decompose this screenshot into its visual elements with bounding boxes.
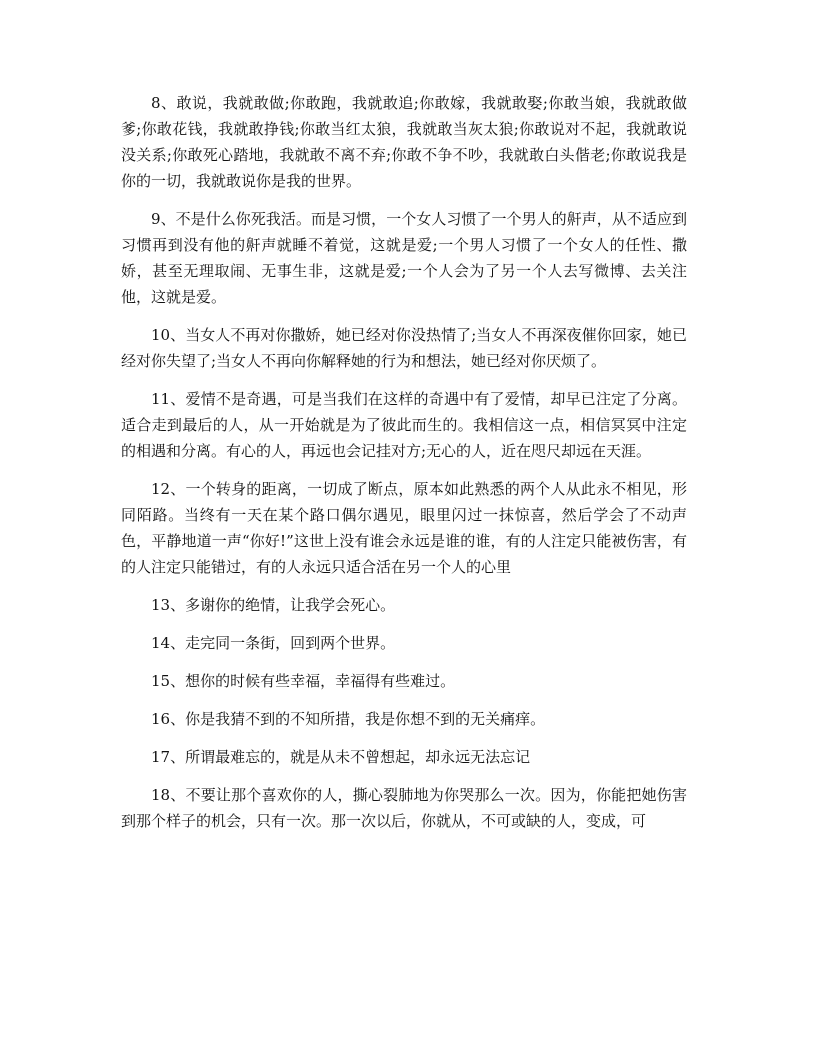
- paragraph-15: 15、想你的时候有些幸福，幸福得有些难过。: [151, 672, 456, 690]
- paragraph-12: 12、一个转身的距离，一切成了断点，原本如此熟悉的两个人从此永不相见，形同陌路。当终有一天在某个路口偶尔遇见，眼里闪过一抹惊喜，然后学会了不动声色，平静地道一声“你好!”这世上没有谁会永远是谁的谁，有的人注定只能被伤害，有的人注定只能错过，有的人永远只适合活在另一个人的心里: [121, 480, 687, 576]
- paragraph-13: 13、多谢你的绝情，让我学会死心。: [151, 596, 396, 614]
- paragraph-10: 10、当女人不再对你撒娇，她已经对你没热情了;当女人不再深夜催你回家，她已经对你失望了;当女人不再向你解释她的行为和想法，她已经对你厌烦了。: [121, 326, 687, 370]
- document-page: [121, 90, 687, 846]
- paragraph-14: 14、走完同一条街，回到两个世界。: [151, 634, 396, 652]
- paragraph-8: 8、敢说，我就敢做;你敢跑，我就敢追;你敢嫁，我就敢娶;你敢当娘，我就敢做爹;你敢花钱，我就敢挣钱;你敢当红太狼，我就敢当灰太狼;你敢说对不起，我就敢说没关系;你敢死心踏地，我就敢不离不弃;你敢不争不吵，我就敢白头偕老;你敢说我是你的一切，我就敢说你是我的世界。: [121, 94, 687, 190]
- paragraph-16: 16、你是我猜不到的不知所措，我是你想不到的无关痛痒。: [151, 710, 546, 728]
- paragraph-11: 11、爱情不是奇遇，可是当我们在这样的奇遇中有了爱情，却早已注定了分离。适合走到最后的人，从一开始就是为了彼此而生的。我相信这一点，相信冥冥中注定的相遇和分离。有心的人，再远也会记挂对方;无心的人，近在咫尺却远在天涯。: [121, 390, 687, 460]
- paragraph-17: 17、所谓最难忘的，就是从未不曾想起，却永远无法忘记: [151, 748, 531, 766]
- paragraph-9: 9、不是什么你死我活。而是习惯，一个女人习惯了一个男人的鼾声，从不适应到习惯再到没有他的鼾声就睡不着觉，这就是爱;一个男人习惯了一个女人的任性、撒娇，甚至无理取闹、无事生非，这就是爱;一个人会为了另一个人去写微博、去关注他，这就是爱。: [121, 210, 687, 306]
- paragraph-18: 18、不要让那个喜欢你的人，撕心裂肺地为你哭那么一次。因为，你能把她伤害到那个样子的机会，只有一次。那一次以后，你就从，不可或缺的人，变成，可: [121, 786, 687, 830]
